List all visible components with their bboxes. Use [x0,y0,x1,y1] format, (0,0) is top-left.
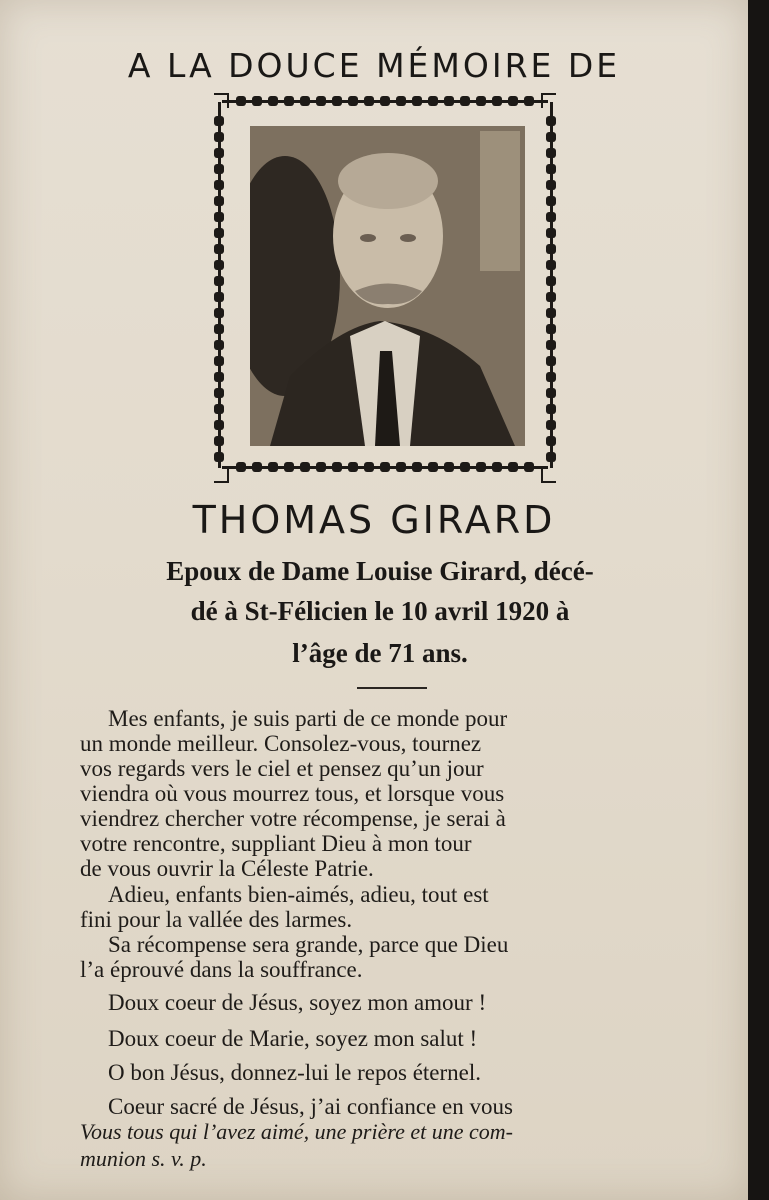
portrait-photo [250,126,525,446]
deceased-name: THOMAS GIRARD [192,498,556,542]
prayer-line: vos regards vers le ciel et pensez qu’un jour [80,756,484,781]
prayer-line: viendrez chercher votre récompense, je serai à [80,806,506,831]
card-edge [748,0,769,1200]
prayer-line: de vous ouvrir la Céleste Patrie. [80,856,374,881]
prayer-line: Mes enfants, je suis parti de ce monde pour [108,706,508,731]
prayer-line: viendra où vous mourrez tous, et lorsque vous [80,781,505,806]
prayer-line: l’a éprouvé dans la souffrance. [80,957,363,982]
prayer-line-italic: Vous tous qui l’avez aimé, une prière et une com- [80,1119,513,1144]
prayer-line: Sa récompense sera grande, parce que Dieu [108,932,509,957]
prayer-line: Doux coeur de Jésus, soyez mon amour ! [108,990,487,1015]
prayer-line: Doux coeur de Marie, soyez mon salut ! [108,1026,478,1051]
divider [357,687,427,689]
prayer-line: votre rencontre, suppliant Dieu à mon tour [80,831,472,856]
prayer-line: un monde meilleur. Consolez-vous, tournez [80,731,482,756]
subtitle-line: l’âge de 71 ans. [292,638,468,668]
prayer-line: O bon Jésus, donnez-lui le repos éternel. [108,1060,482,1085]
subtitle-line: dé à St-Félicien le 10 avril 1920 à [190,596,570,626]
subtitle-line: Epoux de Dame Louise Girard, décé- [166,556,594,586]
prayer-line: Adieu, enfants bien-aimés, adieu, tout est [108,882,489,907]
prayer-line: Coeur sacré de Jésus, j’ai confiance en vous [108,1094,513,1119]
prayer-line-italic: munion s. v. p. [80,1146,207,1171]
prayer-line: fini pour la vallée des larmes. [80,907,353,932]
memorial-heading: A LA DOUCE MÉMOIRE DE [127,46,621,85]
